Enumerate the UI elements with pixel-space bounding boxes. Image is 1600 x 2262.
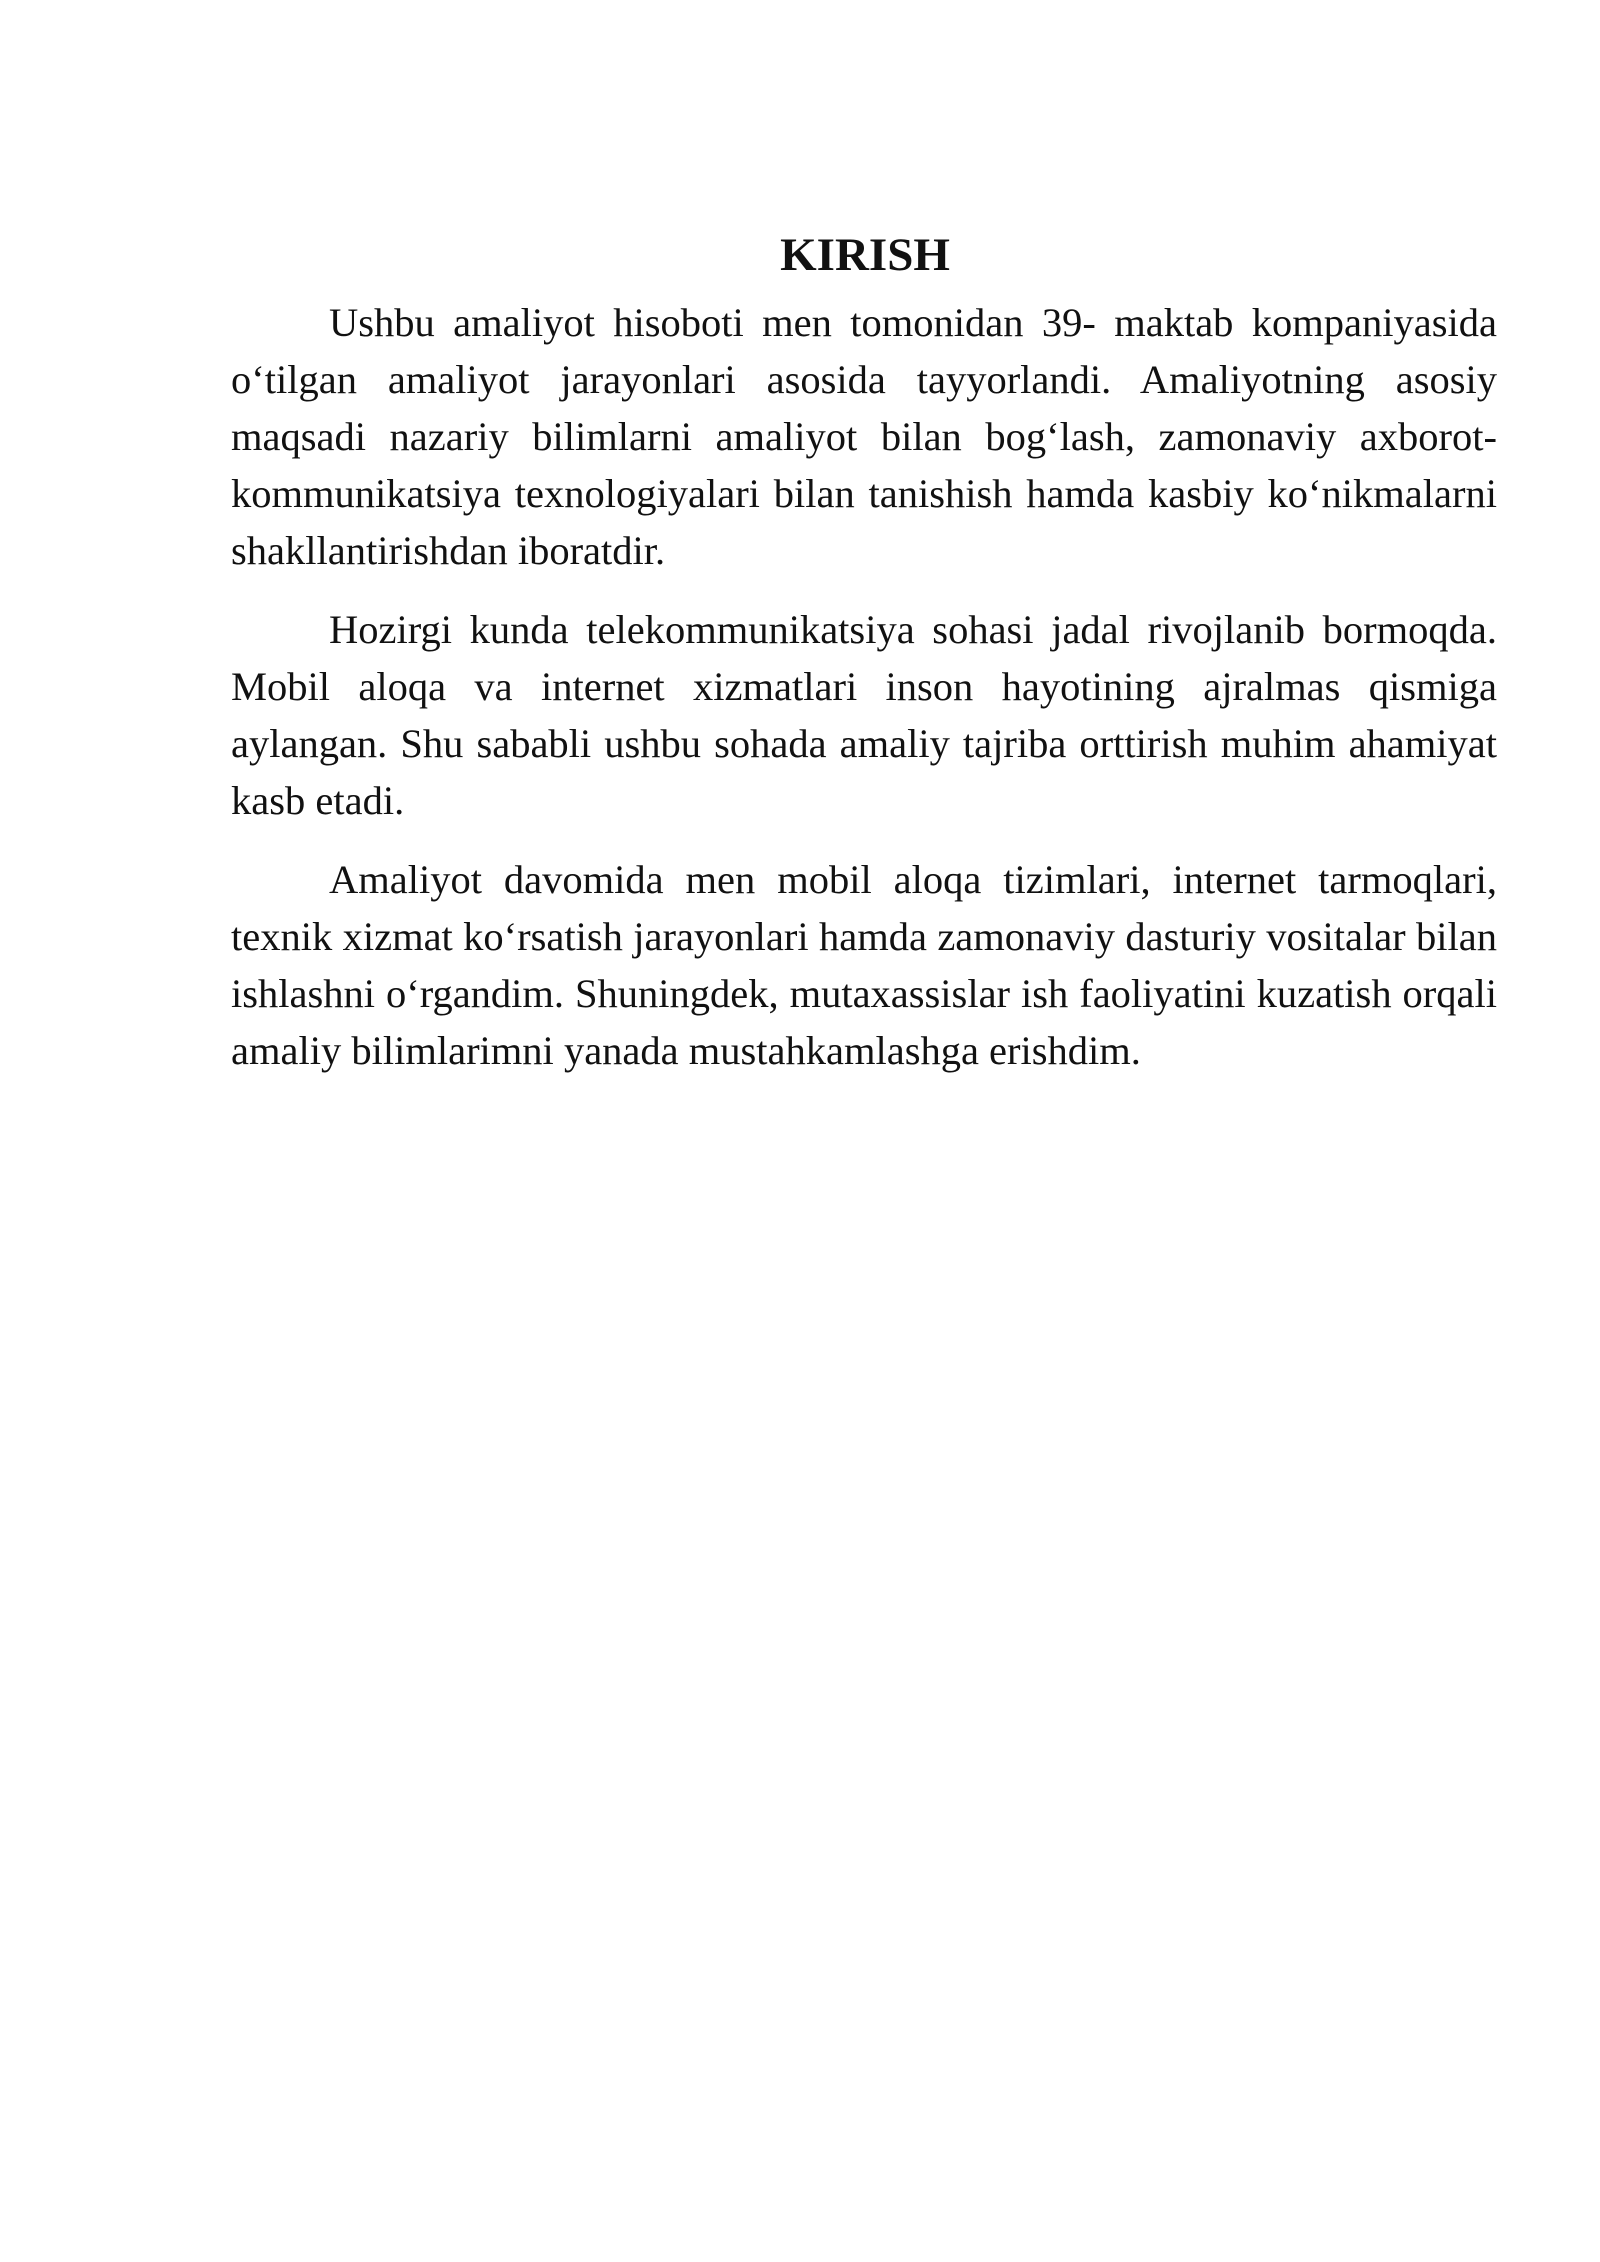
document-body [231, 220, 1497, 1101]
paragraph-practice: Amaliyot davomida men mobil aloqa tizimlari, internet tarmoqlari, texnik xizmat ko‘rsatish jarayonlari hamda zamonaviy dasturiy vositalar bilan ishlashni o‘rgandim. Shuningdek, mutaxassislar ish faoliyatini kuzatish orqali amaliy bilimlarimni yanada mustahkamlashga erishdim. [231, 857, 1497, 1073]
section-title: KIRISH [780, 229, 950, 281]
paragraph-telecom: Hozirgi kunda telekommunikatsiya sohasi jadal rivojlanib bormoqda. Mobil aloqa va internet xizmatlari inson hayotining ajralmas qismiga aylangan. Shu sababli ushbu sohada amaliy tajriba orttirish muhim ahamiyat kasb etadi. [231, 607, 1497, 823]
paragraph-intro: Ushbu amaliyot hisoboti men tomonidan 39- maktab kompaniyasida o‘tilgan amaliyot jarayonlari asosida tayyorlandi. Amaliyotning asosiy maqsadi nazariy bilimlarni amaliyot bilan bog‘lash, zamonaviy axborot-kommunikatsiya texnologiyalari bilan tanishish hamda kasbiy ko‘nikmalarni shakllantirishdan iboratdir. [231, 300, 1497, 573]
